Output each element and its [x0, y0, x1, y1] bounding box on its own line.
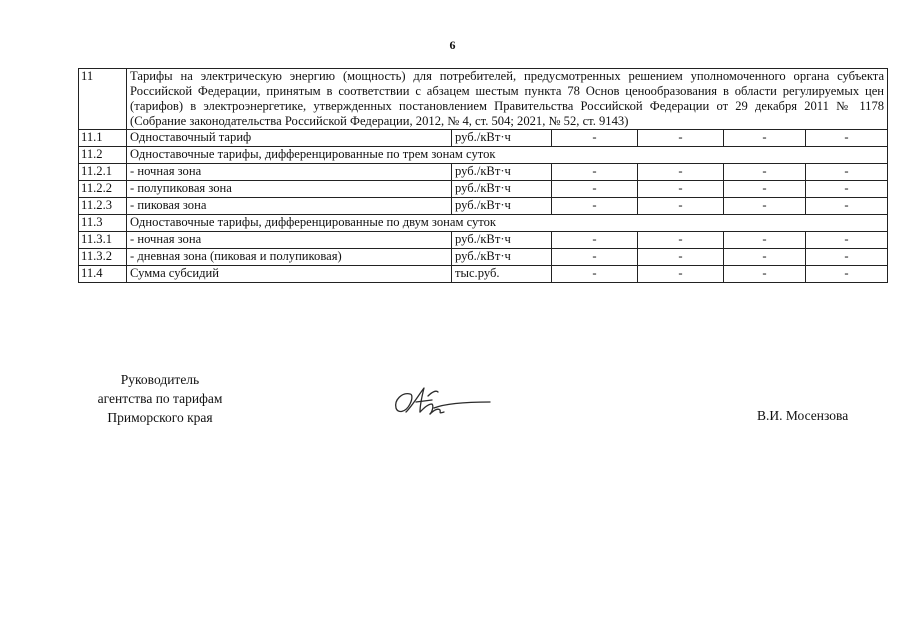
row-number: 11.2 [79, 147, 127, 164]
row-number: 11.1 [79, 130, 127, 147]
row-number: 11.3.1 [79, 232, 127, 249]
row-number: 11.2.2 [79, 181, 127, 198]
handwritten-signature [388, 382, 498, 422]
row-name: Сумма субсидий [127, 266, 452, 283]
row-unit: руб./кВт·ч [452, 130, 552, 147]
row-name: Одноставочные тарифы, дифференцированные по трем зонам суток [127, 147, 888, 164]
row-unit: руб./кВт·ч [452, 164, 552, 181]
row-value: - [552, 266, 638, 283]
row-value: - [806, 198, 888, 215]
row-number: 11.2.1 [79, 164, 127, 181]
page-number: 6 [449, 38, 456, 52]
row-unit: руб./кВт·ч [452, 181, 552, 198]
table-row [79, 164, 888, 181]
row-value: - [724, 249, 806, 266]
table-row [79, 232, 888, 249]
row-value: - [552, 181, 638, 198]
table-row [79, 147, 888, 164]
row-value: - [724, 266, 806, 283]
row-value: - [552, 232, 638, 249]
signatory-position-line-3: Приморского края [107, 410, 213, 425]
row-value: - [806, 249, 888, 266]
row-value: - [724, 130, 806, 147]
row-name: - полупиковая зона [127, 181, 452, 198]
row-name: Одноставочный тариф [127, 130, 452, 147]
table-row [79, 266, 888, 283]
row-name: - ночная зона [127, 164, 452, 181]
signatory-position-line-1: Руководитель [120, 372, 200, 387]
row-value: - [724, 164, 806, 181]
tariff-table [78, 68, 888, 283]
row-unit: руб./кВт·ч [452, 198, 552, 215]
row-value: - [638, 266, 724, 283]
section-title: Тарифы на электрическую энергию (мощность) для потребителей, предусмотренных решением уполномоченного органа субъекта Российской Федерации, принятым в соответствии с абзацем шестым пункта 78 Основ ценообразования в области регулируемых цен (тарифов) в электроэнергетике, утвержденных постановлением Правительства Российской Федерации от 29 декабря 2011 № 1178 (Собрание законодательства Российской Федерации, 2012, № 4, ст. 504; 2021, № 52, ст. 9143) [127, 69, 888, 130]
row-value: - [552, 249, 638, 266]
table-row [79, 181, 888, 198]
row-value: - [552, 130, 638, 147]
signatory-position-line-2: агентства по тарифам [97, 391, 223, 406]
row-value: - [638, 164, 724, 181]
row-unit: руб./кВт·ч [452, 249, 552, 266]
row-unit: руб./кВт·ч [452, 232, 552, 249]
row-value: - [724, 181, 806, 198]
row-value: - [638, 249, 724, 266]
section-number: 11 [79, 69, 127, 130]
signatory-name: В.И. Мосензова [757, 408, 849, 423]
row-value: - [552, 198, 638, 215]
row-name: Одноставочные тарифы, дифференцированные по двум зонам суток [127, 215, 888, 232]
table-row [79, 198, 888, 215]
row-name: - ночная зона [127, 232, 452, 249]
row-value: - [806, 164, 888, 181]
row-value: - [638, 198, 724, 215]
table-row [79, 130, 888, 147]
row-value: - [552, 164, 638, 181]
row-number: 11.4 [79, 266, 127, 283]
table-row [79, 249, 888, 266]
table-row [79, 215, 888, 232]
row-number: 11.3.2 [79, 249, 127, 266]
signatory-position [80, 370, 240, 427]
row-value: - [638, 232, 724, 249]
row-value: - [806, 130, 888, 147]
row-value: - [806, 266, 888, 283]
row-value: - [806, 181, 888, 198]
row-value: - [724, 198, 806, 215]
row-name: - дневная зона (пиковая и полупиковая) [127, 249, 452, 266]
row-value: - [638, 181, 724, 198]
row-name: - пиковая зона [127, 198, 452, 215]
row-unit: тыс.руб. [452, 266, 552, 283]
row-value: - [638, 130, 724, 147]
row-number: 11.3 [79, 215, 127, 232]
row-value: - [806, 232, 888, 249]
section-header-row [79, 69, 888, 130]
row-number: 11.2.3 [79, 198, 127, 215]
row-value: - [724, 232, 806, 249]
